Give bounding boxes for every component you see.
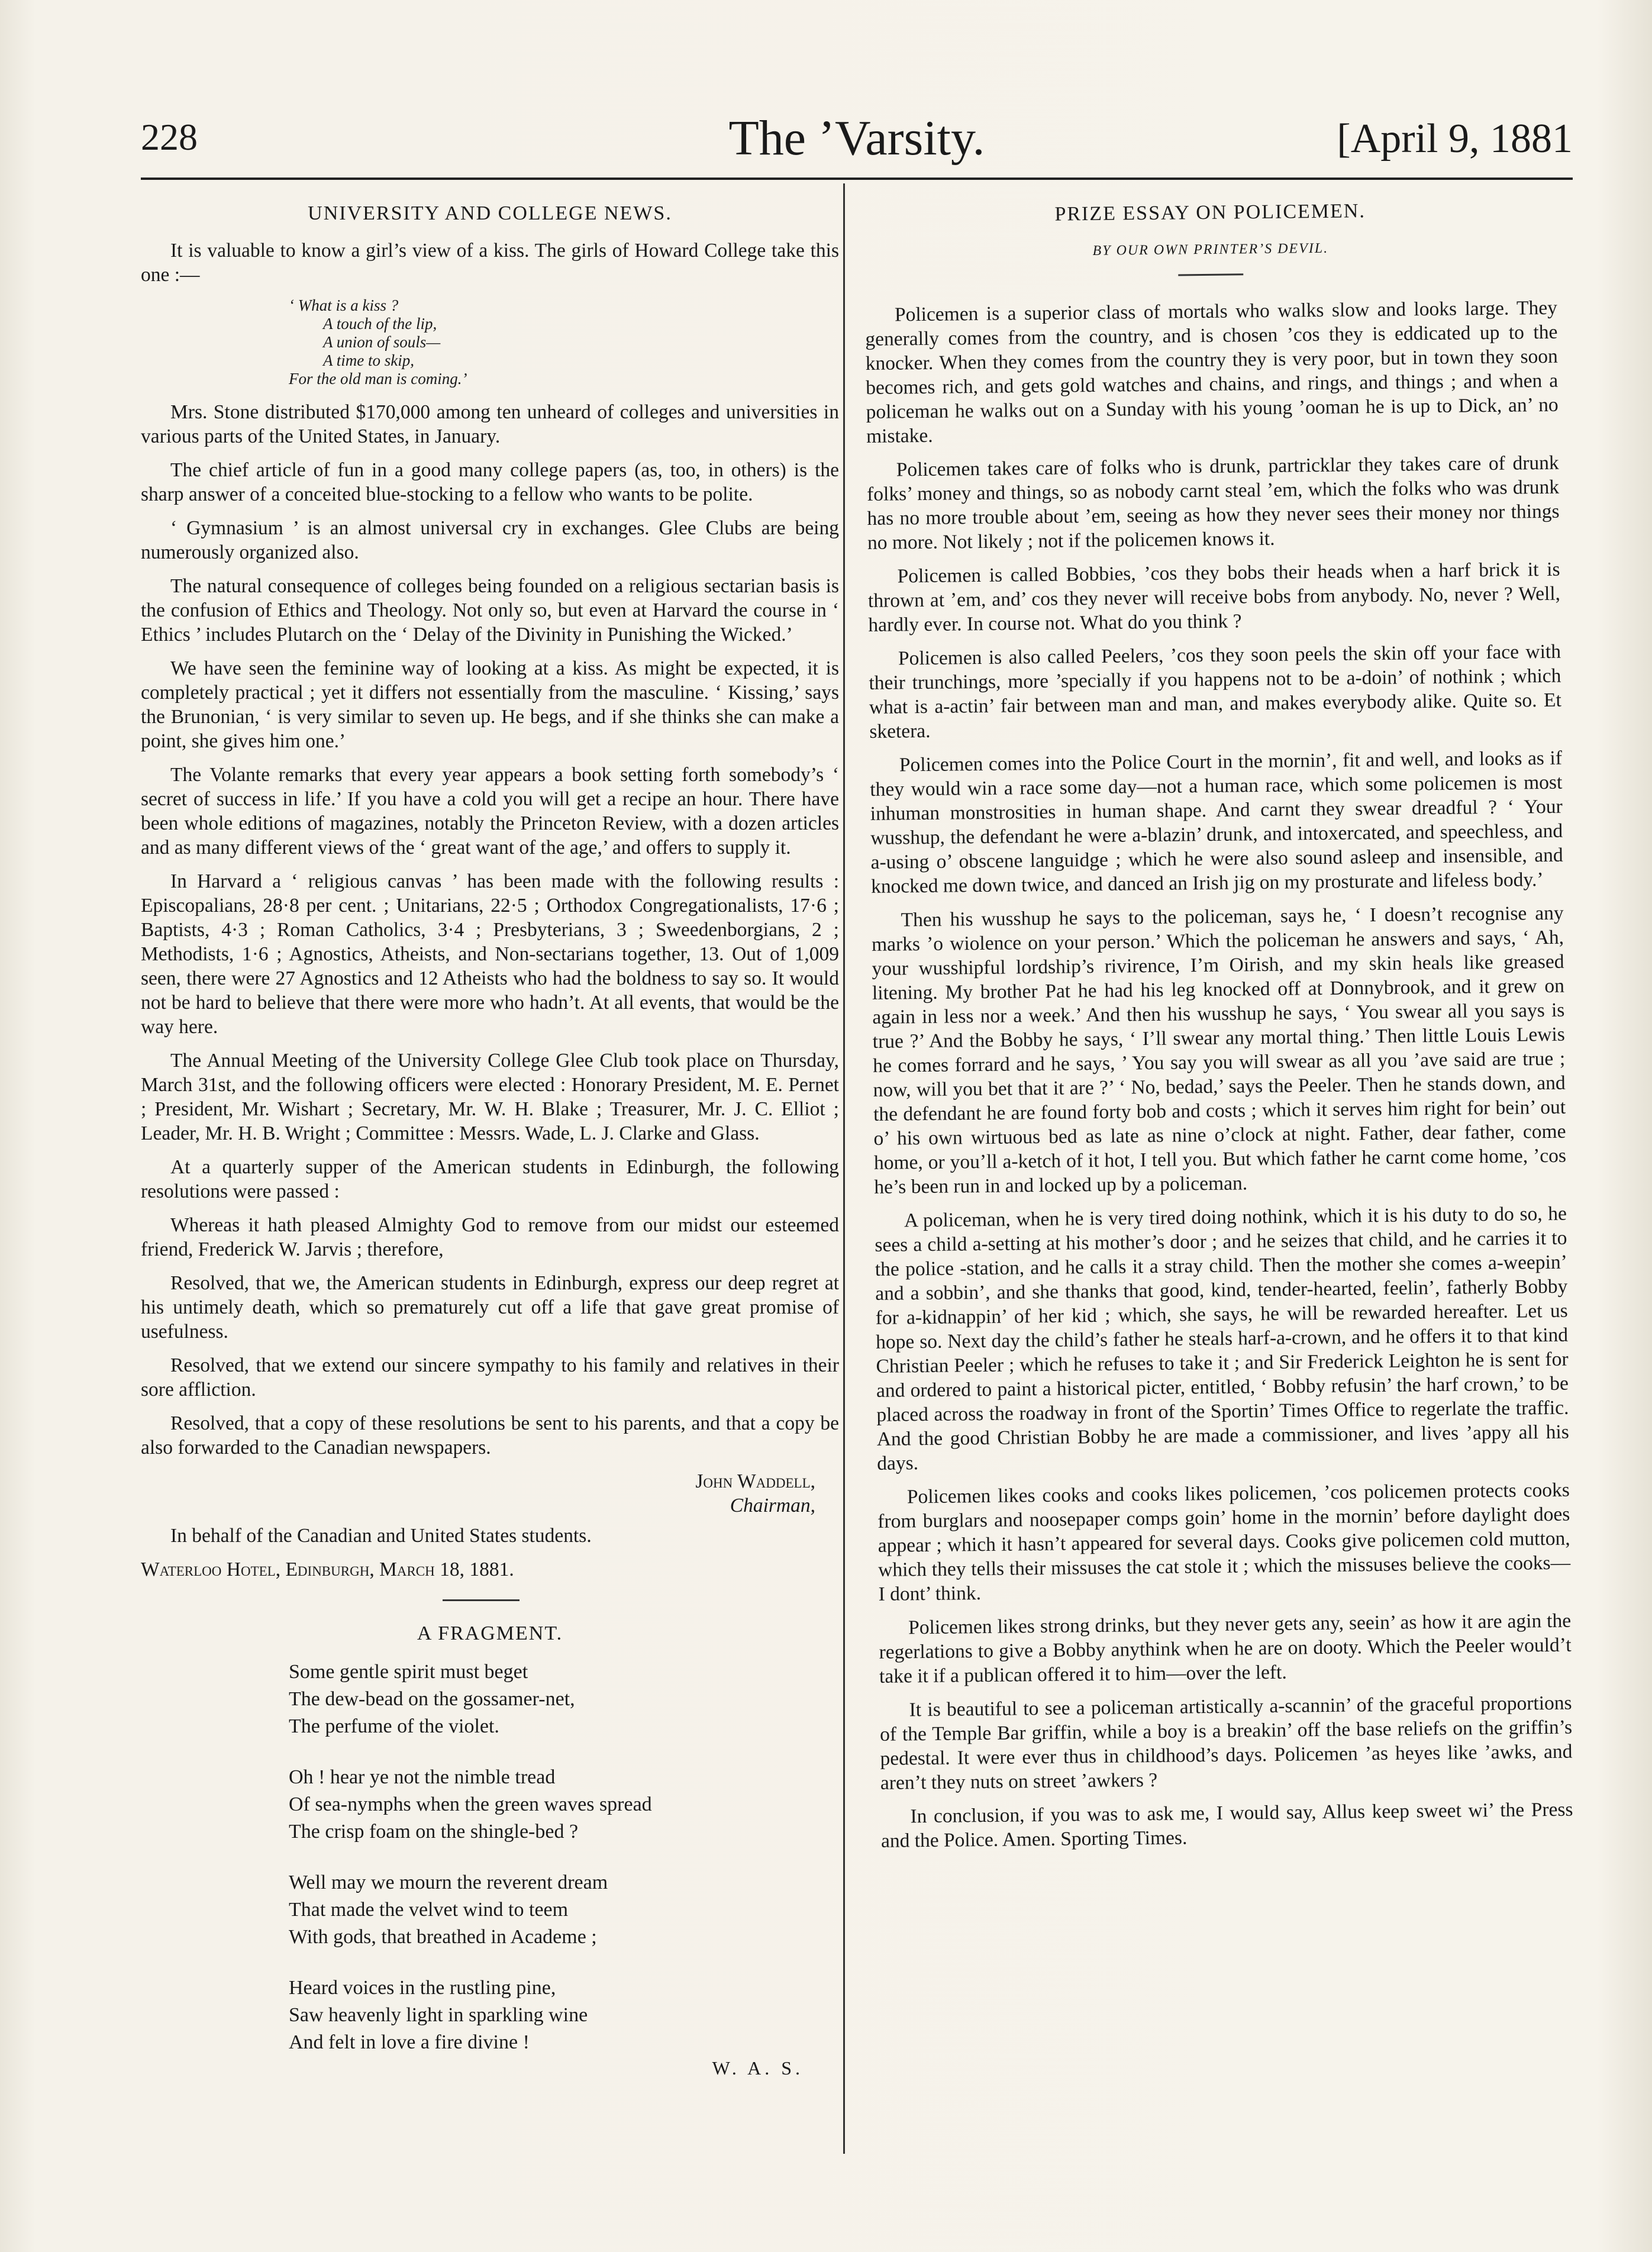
article-paragraph: The Volante remarks that every year appears a book setting forth somebody’s ‘ secret of success in life.’ If you have a cold you will get a recipe an hour. There have been whole editions of magazines, notably the Princeton Review, with a dozen articles and as many different views of the ‘ great want of the age,’ and offers to supply it. [141, 764, 839, 859]
verse-line: ‘ What is a kiss ? [289, 296, 399, 314]
verse-line: A touch of the lip, [323, 315, 437, 333]
signer-name: John Waddell, [695, 1470, 815, 1492]
header-rule [141, 178, 1573, 180]
article-paragraph: The chief article of fun in a good many college papers (as, too, in others) is the sharp answer of a conceited blue-stocking to a fellow who wants to be polite. [141, 459, 839, 505]
essay-paragraph: Then his wusshup he says to the policeman, says he, ‘ I doesn’t recognise any marks ’o wiolence on your person.’ Which the policeman he answers and says, ‘ Ah, your wusshipful lordship’s rivirence, I’m Oirish, and my skin heals like greased litening. My brother Pat he had his leg knocked off at Donnybrook, and it grew on again in less nor a week.’ And then his wusshup he says, ‘ You swear all you says is true ?’ And the Bobby he says, ‘ I’ll swear any mortal thing.’ Then little Louis Lewis he comes forrard and he says, ’ You say you will swear as all you ’ave said are true ; now, will you bet that it are ?’ ‘ No, bedad,’ says the Peeler. Then he stands down, and the defendant he are found forty bob and costs ; which it serves him right for bein’ out o’ his own wirtuous bed as late as nine o’clock at night. Father, dear father, come home, or you’ll a-ketch of it hot, I tell you. But which father he carnt come home, ’cos he’s been run in and locked up by a policeman. [871, 902, 1567, 1198]
poem-line: Of sea-nymphs when the green waves spread [289, 1793, 652, 1815]
poem-stanza [289, 1974, 839, 2056]
article-paragraph: At a quarterly supper of the American students in Edinburgh, the following resolutions were passed : [141, 1156, 839, 1202]
article-paragraph: The Annual Meeting of the University College Glee Club took place on Thursday, March 31st, and the following officers were elected : Honorary President, M. E. Pernet ; President, Mr. Wishart ; Secretary, Mr. W. H. Blake ; Treasurer, Mr. J. C. Elliot ; Leader, Mr. H. B. Wright ; Committee : Messrs. Wade, L. J. Clarke and Glass. [141, 1050, 839, 1144]
article-paragraph: The natural consequence of colleges being founded on a religious sectarian basis is the confusion of Ethics and Theology. Not only so, but even at Harvard the course in ‘ Ethics ’ includes Plutarch on the ‘ Delay of the Divinity in Punishing the Wicked.’ [141, 575, 839, 646]
right-column [864, 197, 1573, 1863]
verse-line: A time to skip, [323, 351, 414, 369]
essay-paragraph: A policeman, when he is very tired doing nothink, which it is his duty to do so, he sees a child a-setting at his mother’s door ; and he seizes that child, and he carries it to the police -station, and he calls it a stray child. Then the mother she comes a-weepin’ and a sobbin’, and she thanks that good, kind, tender-hearted, feelin’, fatherly Bobby for a-kidnappin’ of her kid ; which, she says, he will be rewarded hereafter. Let us hope so. Next day the child’s father he steals harf-a-crown, and he offers it to that kind Christian Peeler ; which he refuses to take it ; and Sir Frederick Leighton he is sent for and ordered to paint a historical picter, entitled, ‘ Bobby refusin’ the harf crown,’ to be placed across the roadway in front of the Sportin’ Times Office to regerlate the traffic. And the good Christian Bobby he are made a commissioner, and lives ’appy all his days. [875, 1202, 1569, 1475]
poem-line: The crisp foam on the shingle-bed ? [289, 1821, 579, 1843]
fragment-poem [289, 1659, 839, 2056]
article-paragraph: We have seen the feminine way of looking at a kiss. As might be expected, it is completely practical ; yet it differs not essentially from the masculine. ‘ Kissing,’ says the Brunonian, ‘ is very similar to seven up. He begs, and if she thinks she can make a point, she gives him one.’ [141, 657, 839, 752]
article-paragraph: Resolved, that we extend our sincere sympathy to his family and relatives in their sore affliction. [141, 1354, 839, 1401]
poem-signature: W. A. S. [712, 2057, 804, 2079]
article-paragraph: Resolved, that we, the American students in Edinburgh, express our deep regret at his untimely death, which so prematurely cut off a life that gave great promise of usefulness. [141, 1272, 839, 1343]
essay-paragraph: It is beautiful to see a policeman artistically a-scannin’ of the graceful proportions of the Temple Bar griffin, while a boy is a breakin’ off the base reliefs on the griffin’s pedestal. It were ever thus in childhood’s days. Policemen ’as heyes like ’awks, and aren’t they nuts on street ’awkers ? [879, 1692, 1573, 1794]
section-heading-fragment: A FRAGMENT. [417, 1622, 563, 1644]
poem-line: The dew-bead on the gossamer-net, [289, 1688, 575, 1710]
article-paragraph: In Harvard a ‘ religious canvas ’ has been made with the following results : Episcopalians, 28·8 per cent. ; Unitarians, 22·5 ; Orthodox Congregationalists, 17·6 ; Baptists, 4·3 ; Roman Catholics, 3·4 ; Presbyterians, 3 ; Sweedenborgians, 2 ; Methodists, 1·6 ; Agnostics, Atheists, and Non-sectarians together, 13. Out of 1,009 seen, there were 27 Agnostics and 12 Atheists who had the boldness to say so. It would not be hard to believe that there were more who hadn’t. At all events, that would be the way here. [141, 870, 839, 1038]
section-rule [443, 1599, 520, 1601]
dateline: Waterloo Hotel, Edinburgh, March 18, 1881. [141, 1559, 514, 1580]
article-paragraph: In behalf of the Canadian and United States students. [170, 1525, 592, 1547]
poem-line: And felt in love a fire divine ! [289, 2031, 530, 2053]
essay-paragraph: Policemen is called Bobbies, ’cos they bobs their heads when a harf brick it is thrown at ’em, and’ cos they never will receive bobs from anybody. No, never ? Well, hardly ever. In course not. What do you think ? [867, 558, 1561, 636]
essay-paragraph: In conclusion, if you was to ask me, I would say, Allus keep sweet wi’ the Press and the Police. Amen. Sporting Times. [880, 1798, 1573, 1852]
article-paragraph: ‘ Gymnasium ’ is an almost universal cry in exchanges. Glee Clubs are being numerously organized also. [141, 517, 839, 563]
poem-line: That made the velvet wind to teem [289, 1899, 569, 1921]
page-header [141, 109, 1573, 175]
article-paragraph: It is valuable to know a girl’s view of a kiss. The girls of Howard College take this one :— [141, 240, 839, 286]
signer-title: Chairman, [730, 1495, 815, 1517]
article-paragraph: Mrs. Stone distributed $170,000 among ten unheard of colleges and universities in various parts of the United States, in January. [141, 401, 839, 447]
poem-line: Some gentle spirit must beget [289, 1661, 528, 1683]
masthead-title: The ’Varsity. [728, 111, 985, 166]
poem-line: Oh ! hear ye not the nimble tread [289, 1766, 556, 1788]
essay-paragraph: Policemen comes into the Police Court in the mornin’, fit and well, and looks as if they would win a race some day—not a human race, which some policemen is most inhuman monstrosities in human shape. And carnt they swear dreadful ? ‘ Your wusshup, the defendant he were a-blazin’ drunk, and intoxercated, and speechless, and a-using o’ obscene languidge ; which he were also sound asleep and insensible, and knocked me down twice, and danced an Irish jig on my prosturate and lifeless body.’ [870, 747, 1563, 898]
poem-stanza [289, 1764, 839, 1846]
poem-line: With gods, that breathed in Academe ; [289, 1926, 597, 1948]
essay-paragraph: Policemen is also called Peelers, ’cos they soon peels the skin off your face with their trunchings, more ’specially if you happens not to be a-doin’ of nothink ; which what is a-actin’ fair between man and man, and makes everybody alike. Quite so. Et sketera. [869, 640, 1562, 743]
poem-line: Saw heavenly light in sparkling wine [289, 2004, 588, 2026]
poem-stanza [289, 1659, 839, 1740]
essay-paragraph: Policemen takes care of folks who is drunk, partricklar they takes care of drunk folks’ money and things, so as nobody carnt steal ’em, which the folks who was drunk has no more trouble about ’em, seeing as how they never sees their money nor things no more. Not likely ; not if the policemen knows it. [866, 451, 1560, 554]
page-number: 228 [141, 116, 198, 158]
essay-paragraph: Policemen is a superior class of mortals who walks slow and looks large. They generally comes from the country, and is chosen ’cos they is eddicated up to the knocker. When they comes from the country they is very poor, but in town they soon becomes rich, and gets gold watches and chains, and rings, and things ; and when a policeman he walks out on a Sunday with his young ’ooman he is up to Dick, an’ no mistake. [865, 296, 1559, 447]
essay-paragraph: Policemen likes cooks and cooks likes policemen, ’cos policemen protects cooks from burglars and noosepaper comps goin’ home in the mornin’ before daylight does appear ; which it hasn’t appeared for several days. Cooks give policemen cold mutton, which they tells their missuses the cat stole it ; which the missuses believe the cooks—I dont’ think. [877, 1479, 1571, 1605]
poem-line: Well may we mourn the reverent dream [289, 1872, 608, 1893]
poem-stanza [289, 1869, 839, 1951]
poem-line: The perfume of the violet. [289, 1715, 499, 1737]
byline: BY OUR OWN PRINTER’S DEVIL. [1092, 240, 1329, 259]
section-heading-prize-essay: PRIZE ESSAY ON POLICEMEN. [1054, 200, 1366, 225]
kiss-verse [289, 296, 839, 388]
column-divider [843, 183, 845, 2154]
issue-date: [April 9, 1881 [1337, 116, 1573, 162]
essay-paragraph: Policemen likes strong drinks, but they never gets any, seein’ as how it are agin the regerlations to give a Bobby anythink when he are on dooty. Which the Peeler would’t take it if a publican offered it to him—over the left. [879, 1609, 1572, 1688]
poem-line: Heard voices in the rustling pine, [289, 1977, 556, 1999]
article-paragraph: Resolved, that a copy of these resolutions be sent to his parents, and that a copy be also forwarded to the Canadian newspapers. [141, 1412, 839, 1459]
article-paragraph: Whereas it hath pleased Almighty God to remove from our midst our esteemed friend, Frederick W. Jarvis ; therefore, [141, 1214, 839, 1260]
left-column [141, 201, 839, 2080]
section-heading-university-news: UNIVERSITY AND COLLEGE NEWS. [308, 202, 672, 224]
byline-rule [1178, 273, 1243, 276]
verse-line: For the old man is coming.’ [289, 370, 467, 388]
verse-line: A union of souls— [323, 333, 441, 351]
